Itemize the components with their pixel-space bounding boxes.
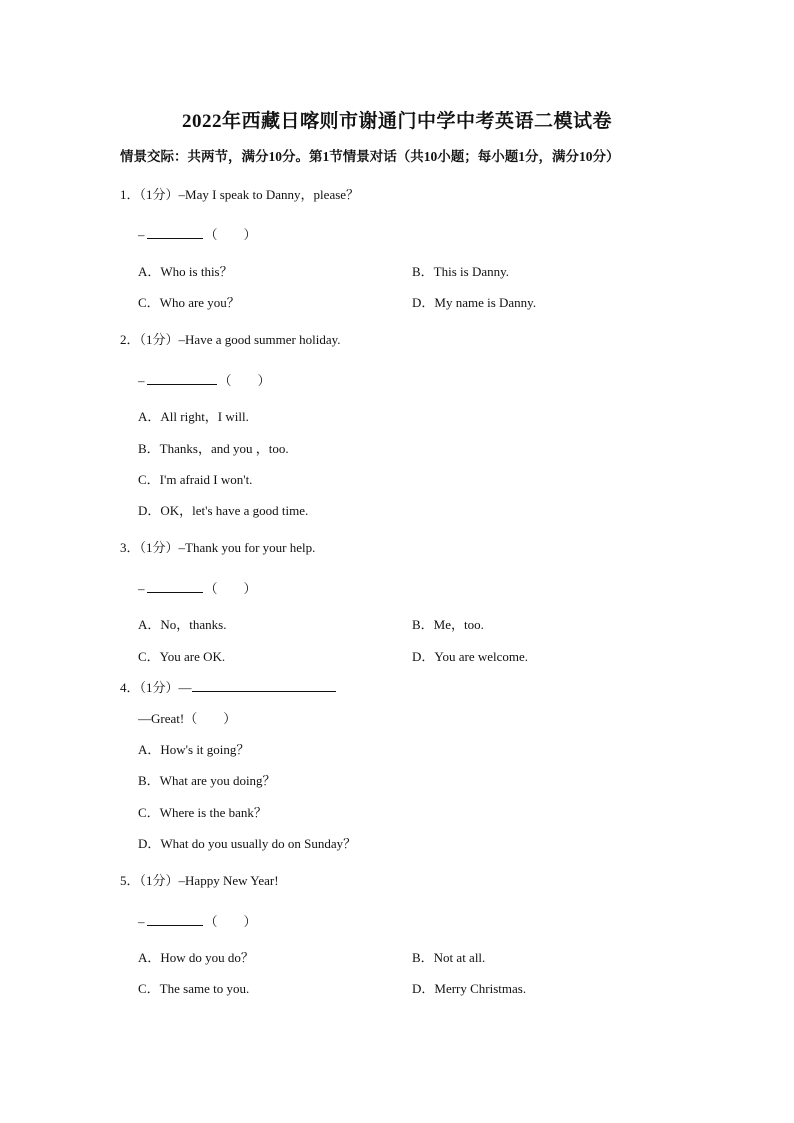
option-text: All right，I will. (160, 409, 249, 424)
option-label: B． (412, 617, 434, 632)
question-3-option-a[interactable] (138, 614, 226, 633)
option-label: D． (412, 295, 435, 310)
option-text: Not at all. (433, 950, 486, 965)
option-text: No，thanks. (160, 617, 227, 632)
option-text: Merry Christmas. (434, 981, 527, 996)
question-2-option-b[interactable] (138, 438, 289, 457)
question-number: 4． (120, 680, 140, 695)
question-5-option-d[interactable] (412, 978, 526, 997)
question-score: （1分） (139, 873, 179, 888)
question-4-response: —Great!（ ） (138, 711, 237, 726)
option-text: How's it going？ (160, 742, 250, 757)
question-score: （1分） (139, 187, 179, 202)
option-label: D． (138, 836, 161, 851)
question-number: 5． (120, 873, 140, 888)
question-1-option-b[interactable] (412, 261, 509, 280)
answer-paren: （ ） (204, 227, 257, 242)
option-label: D． (412, 981, 435, 996)
answer-blank[interactable] (147, 580, 203, 593)
question-4-stem (120, 677, 338, 696)
question-prompt: –Happy New Year! (178, 873, 279, 888)
option-label: D． (412, 649, 435, 664)
answer-blank[interactable] (147, 372, 217, 385)
question-4-option-a[interactable] (138, 739, 249, 758)
answer-prefix: – (138, 373, 145, 388)
section-header: 情景交际：共两节，满分10分。第1节情景对话（共10小题；每小题1分，满分10分） (120, 149, 620, 164)
option-label: B． (138, 441, 160, 456)
question-3-option-c[interactable] (138, 646, 225, 665)
question-prompt: –Have a good summer holiday. (178, 332, 341, 347)
option-label: C． (138, 805, 160, 820)
question-3-option-b[interactable] (412, 614, 484, 633)
option-label: C． (138, 981, 160, 996)
question-2-stem (120, 329, 341, 348)
option-label: C． (138, 649, 160, 664)
question-5-answer-line (138, 911, 257, 930)
question-prompt: –May I speak to Danny，please？ (178, 187, 360, 202)
answer-paren: （ ） (218, 373, 271, 388)
answer-paren: （ ） (204, 914, 257, 929)
option-text: Thanks，and you ，too. (159, 441, 289, 456)
answer-blank[interactable] (147, 226, 203, 239)
question-1-answer-line (138, 224, 257, 243)
option-label: B． (412, 950, 434, 965)
option-text: You are OK. (159, 649, 226, 664)
option-label: D． (138, 503, 161, 518)
question-4-option-b[interactable] (138, 770, 276, 789)
option-label: C． (138, 295, 160, 310)
question-5-option-b[interactable] (412, 947, 485, 966)
question-2-option-c[interactable] (138, 469, 252, 488)
question-score: （1分） (139, 680, 179, 695)
question-5-option-a[interactable] (138, 947, 254, 966)
question-number: 3． (120, 540, 140, 555)
option-text: Where is the bank？ (159, 805, 267, 820)
option-label: C． (138, 472, 160, 487)
option-label: B． (138, 773, 160, 788)
question-2-option-a[interactable] (138, 406, 249, 425)
question-3-stem (120, 537, 315, 556)
option-label: A． (138, 950, 161, 965)
question-2-option-d[interactable] (138, 500, 308, 519)
question-1-option-d[interactable] (412, 292, 536, 311)
option-text: You are welcome. (434, 649, 529, 664)
option-text: My name is Danny. (434, 295, 537, 310)
question-1-option-a[interactable] (138, 261, 233, 280)
option-text: I'm afraid I won't. (159, 472, 253, 487)
answer-paren: （ ） (204, 581, 257, 596)
option-text: Who are you？ (159, 295, 240, 310)
question-number: 2． (120, 332, 140, 347)
option-label: B． (412, 264, 434, 279)
option-label: A． (138, 264, 161, 279)
option-text: The same to you. (159, 981, 250, 996)
question-5-option-c[interactable] (138, 978, 249, 997)
question-score: （1分） (139, 332, 179, 347)
question-1-option-c[interactable] (138, 292, 240, 311)
question-number: 1． (120, 187, 140, 202)
question-prompt: –Thank you for your help. (178, 540, 316, 555)
option-text: What are you doing？ (159, 773, 276, 788)
option-label: A． (138, 617, 161, 632)
option-text: What do you usually do on Sunday？ (160, 836, 357, 851)
question-prompt: — (178, 680, 192, 695)
question-3-option-d[interactable] (412, 646, 528, 665)
option-text: This is Danny. (433, 264, 510, 279)
question-4-option-c[interactable] (138, 802, 267, 821)
option-text: OK，let's have a good time. (160, 503, 309, 518)
option-text: Me，too. (433, 617, 484, 632)
question-4-option-d[interactable] (138, 833, 356, 852)
question-1-stem (120, 184, 359, 203)
answer-blank[interactable] (192, 679, 336, 692)
answer-blank[interactable] (147, 913, 203, 926)
answer-prefix: – (138, 914, 145, 929)
question-5-stem (120, 870, 279, 889)
option-text: How do you do？ (160, 950, 254, 965)
option-label: A． (138, 409, 161, 424)
answer-prefix: – (138, 581, 145, 596)
option-text: Who is this？ (160, 264, 233, 279)
question-2-answer-line (138, 370, 271, 389)
option-label: A． (138, 742, 161, 757)
question-score: （1分） (139, 540, 179, 555)
page-title: 2022年西藏日喀则市谢通门中学中考英语二模试卷 (181, 111, 612, 132)
answer-prefix: – (138, 227, 145, 242)
question-3-answer-line (138, 578, 257, 597)
